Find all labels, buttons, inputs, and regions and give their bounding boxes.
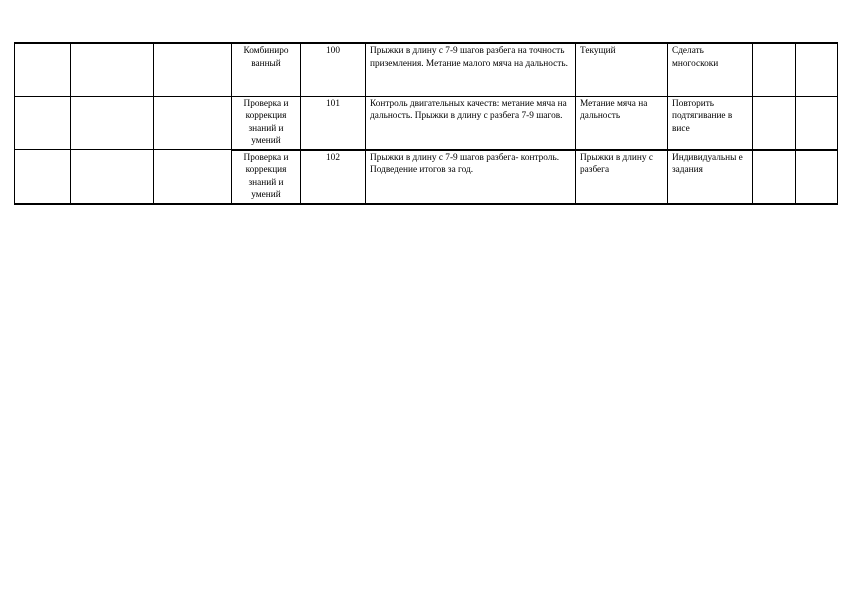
lesson-content-cell bbox=[366, 96, 576, 150]
control-type: Прыжки в длину с разбега bbox=[580, 152, 653, 175]
empty-cell bbox=[796, 150, 838, 204]
lesson-type-cell bbox=[232, 43, 301, 96]
lesson-content: Прыжки в длину с 7-9 шагов разбега на точность приземления. Метание малого мяча на дальность. bbox=[370, 46, 568, 69]
lesson-content-cell bbox=[366, 150, 576, 204]
empty-cell bbox=[15, 96, 71, 150]
lesson-type-cell bbox=[232, 150, 301, 204]
empty-cell bbox=[71, 150, 154, 204]
homework-cell bbox=[668, 43, 753, 96]
homework-cell bbox=[668, 150, 753, 204]
empty-cell bbox=[71, 43, 154, 96]
table-row bbox=[15, 96, 838, 150]
lesson-type-cell bbox=[232, 96, 301, 150]
empty-cell bbox=[753, 150, 796, 204]
empty-cell bbox=[154, 150, 232, 204]
lesson-number: 101 bbox=[326, 98, 340, 109]
control-type-cell bbox=[576, 150, 668, 204]
lesson-type: Комбиниро ванный bbox=[243, 46, 289, 69]
homework: Повторить подтягивание в висе bbox=[672, 98, 733, 134]
empty-cell bbox=[154, 43, 232, 96]
lesson-content: Прыжки в длину с 7-9 шагов разбега- контроль. Подведение итогов за год. bbox=[370, 152, 560, 175]
empty-cell bbox=[15, 43, 71, 96]
homework: Сделать многоскоки bbox=[672, 46, 719, 69]
lesson-type: Проверка и коррекция знаний и умений bbox=[243, 152, 289, 200]
homework-cell bbox=[668, 96, 753, 150]
lesson-content: Контроль двигательных качеств: метание мяча на дальность. Прыжки в длину с разбега 7-9 шагов. bbox=[370, 98, 567, 121]
table-row bbox=[15, 43, 838, 96]
lesson-plan-table bbox=[14, 42, 838, 205]
control-type-cell bbox=[576, 96, 668, 150]
empty-cell bbox=[154, 96, 232, 150]
lesson-number-cell bbox=[301, 96, 366, 150]
control-type-cell bbox=[576, 43, 668, 96]
empty-cell bbox=[796, 43, 838, 96]
lesson-number: 102 bbox=[326, 152, 340, 163]
control-type: Метание мяча на дальность bbox=[580, 98, 648, 121]
lesson-number-cell bbox=[301, 43, 366, 96]
empty-cell bbox=[15, 150, 71, 204]
empty-cell bbox=[753, 96, 796, 150]
empty-cell bbox=[71, 96, 154, 150]
empty-cell bbox=[796, 96, 838, 150]
table-row bbox=[15, 150, 838, 204]
lesson-number-cell bbox=[301, 150, 366, 204]
lesson-number: 100 bbox=[326, 46, 340, 56]
homework: Индивидуальны е задания bbox=[672, 152, 743, 175]
lesson-content-cell bbox=[366, 43, 576, 96]
empty-cell bbox=[753, 43, 796, 96]
lesson-type: Проверка и коррекция знаний и умений bbox=[243, 98, 289, 146]
control-type: Текущий bbox=[580, 46, 616, 56]
